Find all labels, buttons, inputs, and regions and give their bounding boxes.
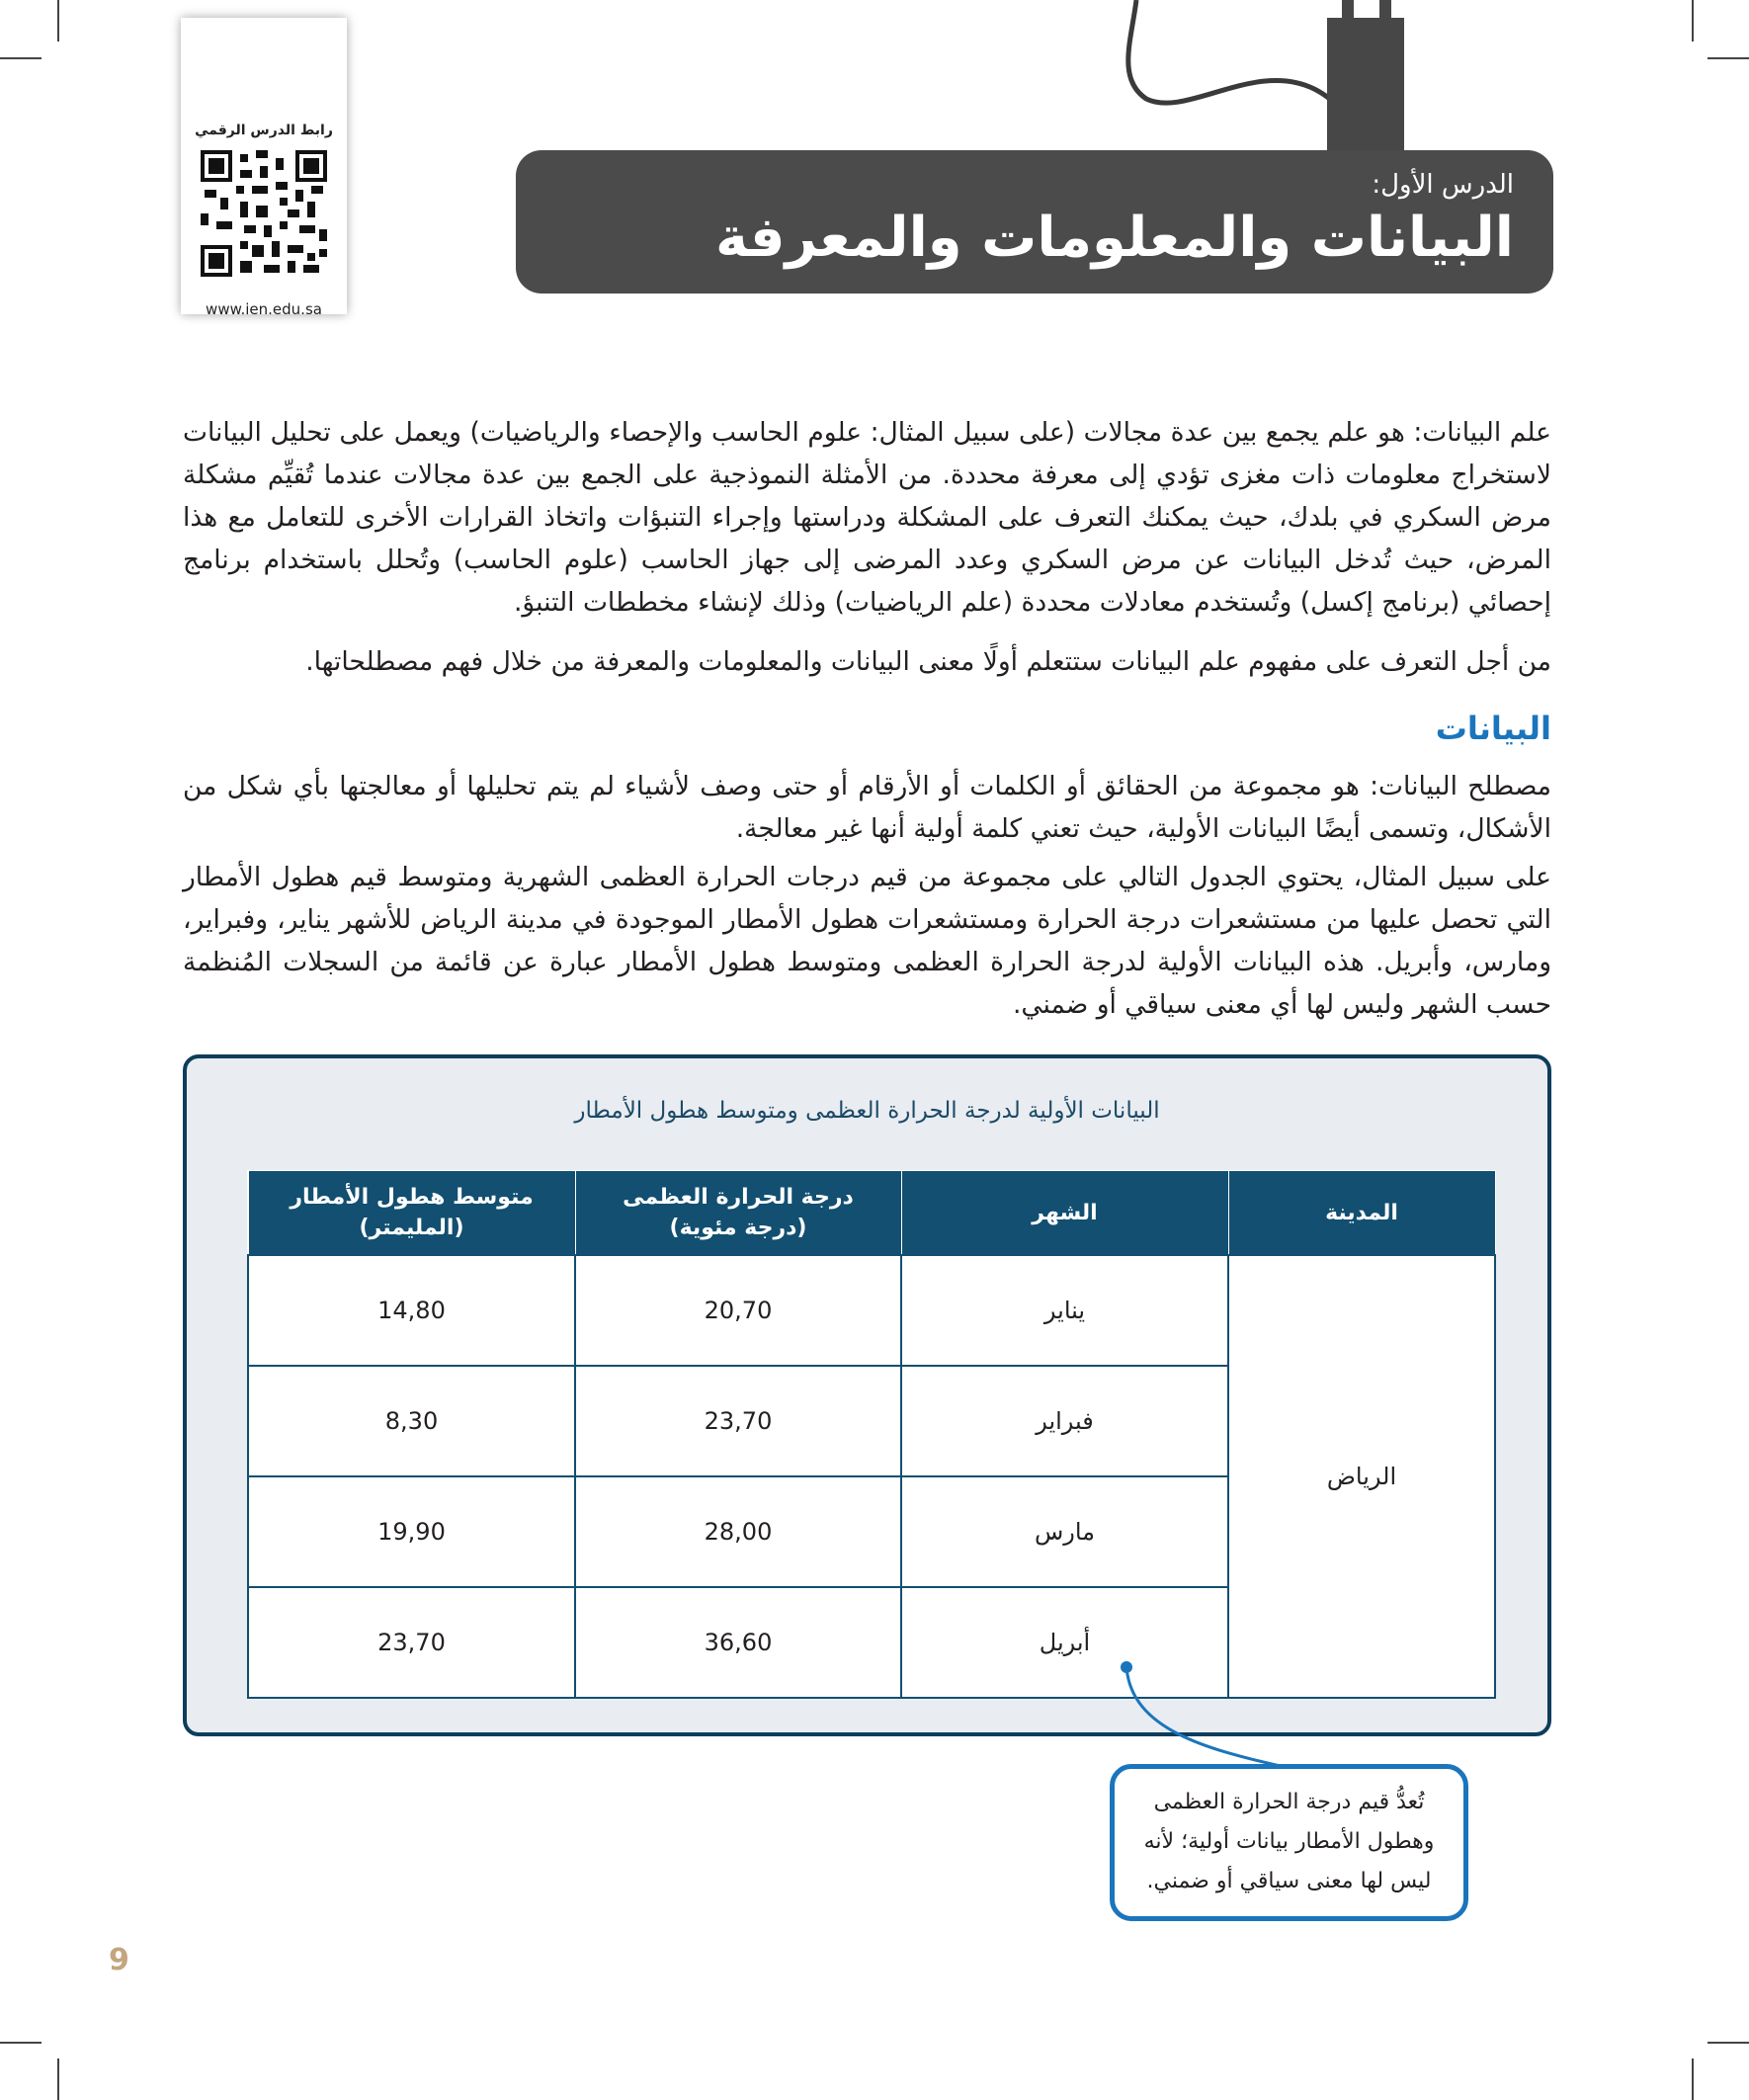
month-cell: مارس — [901, 1476, 1228, 1587]
temperature-cell: 20,70 — [575, 1255, 901, 1366]
rainfall-cell: 8,30 — [248, 1366, 575, 1476]
header-month: الشهر — [901, 1171, 1228, 1256]
header-temperature-line1: درجة الحرارة العظمى — [623, 1185, 854, 1210]
month-cell: يناير — [901, 1255, 1228, 1366]
crop-mark — [1692, 2058, 1694, 2100]
lesson-banner — [516, 150, 1553, 294]
page-number: 9 — [109, 1943, 129, 1977]
table-row — [248, 1255, 1495, 1366]
cable-decoration-icon — [1077, 0, 1453, 158]
callout-line: ليس لها معنى سياقي أو ضمني. — [1146, 1869, 1432, 1893]
raw-data-table — [247, 1170, 1496, 1699]
temperature-cell: 28,00 — [575, 1476, 901, 1587]
header-temperature — [575, 1171, 901, 1256]
example-paragraph: على سبيل المثال، يحتوي الجدول التالي على مجموعة من قيم درجات الحرارة العظمى الشهرية ومتوسط قيم هطول الأمطار التي تحصل عليها من مستشعرات درجة الحرارة ومستشعرات هطول الأمطار الموجودة في مدينة الرياض للأشهر يناير، وفبراير، ومارس، وأبريل. هذه البيانات الأولية لدرجة الحرارة العظمى ومتوسط هطول الأمطار عبارة عن قائمة من السجلات المُنظمة حسب الشهر وليس لها أي معنى سياقي أو ضمني. — [183, 862, 1551, 1020]
month-cell: أبريل — [901, 1587, 1228, 1698]
table-panel — [183, 1054, 1551, 1736]
intro-paragraph-2: من أجل التعرف على مفهوم علم البيانات ستتعلم أولًا معنى البيانات والمعلومات والمعرفة من خلال فهم مصطلحاتها. — [305, 646, 1551, 677]
lesson-title: البيانات والمعلومات والمعرفة — [714, 206, 1514, 270]
crop-mark — [1707, 57, 1749, 59]
qr-caption: رابط الدرس الرقمي — [195, 123, 333, 138]
header-rainfall-line1: متوسط هطول الأمطار — [290, 1185, 534, 1210]
header-temperature-line2: (درجة مئوية) — [669, 1216, 807, 1240]
qr-url[interactable]: www.ien.edu.sa — [206, 300, 322, 318]
section-heading: البيانات — [1435, 710, 1551, 747]
data-definition-paragraph: مصطلح البيانات: هو مجموعة من الحقائق أو الكلمات أو الأرقام أو حتى وصف لأشياء لم يتم تحليلها أو معالجتها بأي شكل من الأشكال، وتسمى أيضًا البيانات الأولية، حيث تعني كلمة أولية أنها غير معالجة. — [183, 771, 1551, 844]
city-cell: الرياض — [1228, 1255, 1495, 1698]
qr-card[interactable] — [181, 18, 347, 318]
temperature-cell: 36,60 — [575, 1587, 901, 1698]
callout-connector — [1087, 1650, 1344, 1774]
month-cell: فبراير — [901, 1366, 1228, 1476]
callout-note — [1110, 1764, 1468, 1921]
callout-line: تُعدُّ قيم درجة الحرارة العظمى — [1153, 1790, 1425, 1814]
table-header-row — [248, 1171, 1495, 1256]
rainfall-cell: 23,70 — [248, 1587, 575, 1698]
crop-mark — [57, 0, 59, 42]
rainfall-cell: 19,90 — [248, 1476, 575, 1587]
callout-line: وهطول الأمطار بيانات أولية؛ لأنه — [1143, 1829, 1435, 1854]
qr-code-icon[interactable] — [201, 150, 327, 277]
crop-mark — [1692, 0, 1694, 42]
temperature-cell: 23,70 — [575, 1366, 901, 1476]
header-rainfall-line2: (المليمتر) — [359, 1216, 464, 1240]
crop-mark — [0, 2042, 42, 2044]
lesson-label: الدرس الأول: — [1372, 170, 1514, 200]
header-rainfall — [248, 1171, 575, 1256]
crop-mark — [1707, 2042, 1749, 2044]
intro-paragraph: علم البيانات: هو علم يجمع بين عدة مجالات (على سبيل المثال: علوم الحاسب والإحصاء والرياضيات) ويعمل على تحليل البيانات لاستخراج معلومات ذات مغزى تؤدي إلى معرفة محددة. من الأمثلة النموذجية على الجمع بين عدة مجالات عندما تُقيِّم مشكلة مرض السكري في بلدك، حيث يمكنك التعرف على المشكلة ودراستها وإجراء التنبؤات واتخاذ القرارات الأخرى للتعامل مع هذا المرض، حيث تُدخل البيانات عن مرض السكري وعدد المرضى إلى جهاز الحاسب (علوم الحاسب) وتُحلل باستخدام برنامج إحصائي (برنامج إكسل) وتُستخدم معادلات محددة (علم الرياضيات) وذلك لإنشاء مخططات التنبؤ. — [183, 417, 1551, 618]
crop-mark — [0, 57, 42, 59]
rainfall-cell: 14,80 — [248, 1255, 575, 1366]
table-caption: البيانات الأولية لدرجة الحرارة العظمى ومتوسط هطول الأمطار — [574, 1098, 1160, 1124]
crop-mark — [57, 2058, 59, 2100]
header-city: المدينة — [1228, 1171, 1495, 1256]
